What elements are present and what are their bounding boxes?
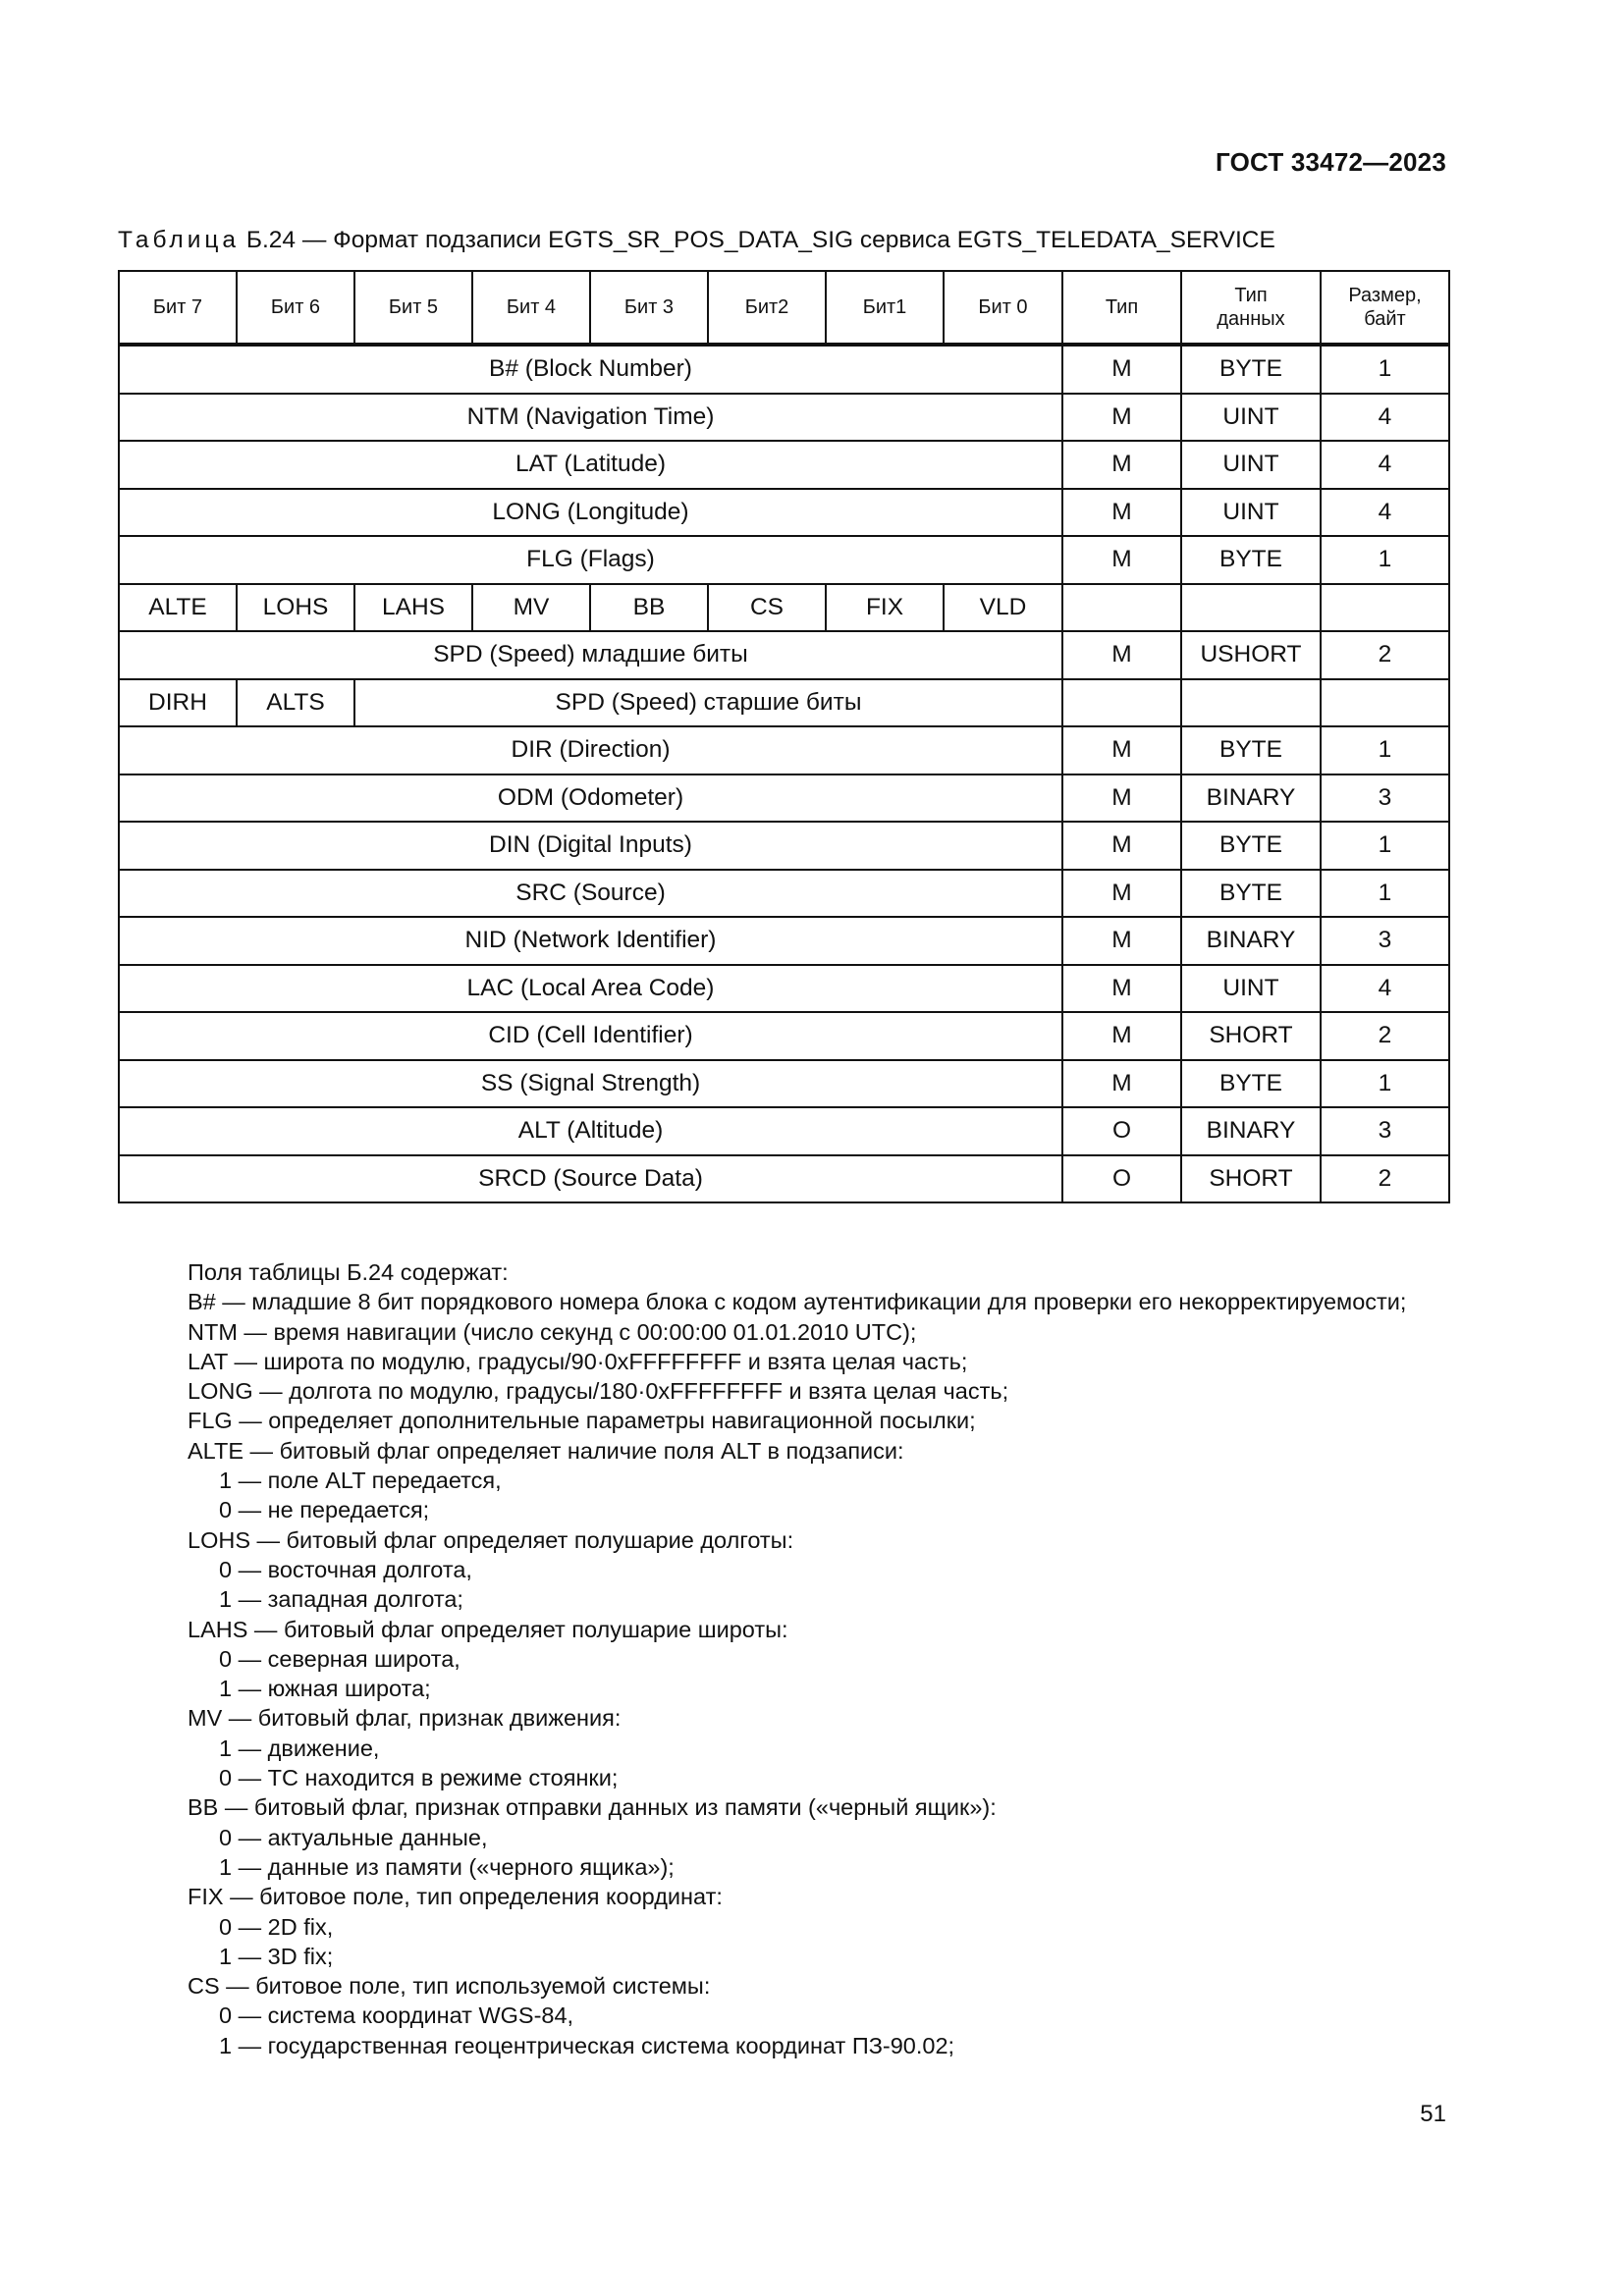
note-line: 0 — северная широта, <box>219 1645 460 1672</box>
table-row <box>119 965 1449 1013</box>
type-cell <box>1062 584 1181 632</box>
field-cell: ODM (Odometer) <box>119 774 1062 823</box>
standard-code: ГОСТ 33472—2023 <box>1216 147 1446 177</box>
note-line: B# — младшие 8 бит порядкового номера блока с кодом аутентификации для проверки его некорректируемости; <box>188 1289 1407 1315</box>
note-line: 0 — не передается; <box>219 1497 430 1523</box>
data-type-cell: UINT <box>1181 965 1321 1013</box>
field-cell: SRC (Source) <box>119 870 1062 918</box>
type-cell <box>1062 679 1181 727</box>
header-cell: Бит 7 <box>119 271 237 345</box>
size-cell: 1 <box>1321 870 1449 918</box>
data-type-cell: SHORT <box>1181 1012 1321 1060</box>
type-cell: M <box>1062 774 1181 823</box>
note-line: 1 — данные из памяти («черного ящика»); <box>219 1853 675 1880</box>
bit-flag-cell: DIRH <box>119 679 237 727</box>
table-row <box>119 726 1449 774</box>
note-line: 1 — поле ALT передается, <box>219 1468 502 1494</box>
note-line: 1 — государственная геоцентрическая система координат ПЗ-90.02; <box>219 2032 955 2058</box>
bit-flag-cell: CS <box>708 584 826 632</box>
type-cell: M <box>1062 965 1181 1013</box>
table-row <box>119 679 1449 727</box>
data-type-cell: SHORT <box>1181 1155 1321 1203</box>
note-line: MV — битовый флаг, признак движения: <box>188 1705 622 1732</box>
type-cell: M <box>1062 631 1181 679</box>
field-cell: NID (Network Identifier) <box>119 917 1062 965</box>
type-cell: M <box>1062 441 1181 489</box>
header-cell: Бит2 <box>708 271 826 345</box>
header-cell: Тип данных <box>1181 271 1321 345</box>
note-line: Поля таблицы Б.24 содержат: <box>188 1259 509 1285</box>
type-cell: M <box>1062 345 1181 394</box>
field-cell: DIR (Direction) <box>119 726 1062 774</box>
table-caption <box>118 227 1275 254</box>
size-cell: 4 <box>1321 441 1449 489</box>
table-row <box>119 1060 1449 1108</box>
note-line: 0 — восточная долгота, <box>219 1556 472 1582</box>
size-cell: 1 <box>1321 822 1449 870</box>
size-cell <box>1321 679 1449 727</box>
table-row <box>119 631 1449 679</box>
note-line: FIX — битовое поле, тип определения координат: <box>188 1884 723 1910</box>
table-row <box>119 489 1449 537</box>
bit-flag-cell: ALTS <box>237 679 354 727</box>
size-cell: 3 <box>1321 917 1449 965</box>
note-line: 0 — система координат WGS-84, <box>219 2002 574 2029</box>
type-cell: M <box>1062 822 1181 870</box>
table-row <box>119 1155 1449 1203</box>
header-cell: Размер, байт <box>1321 271 1449 345</box>
table-header-row <box>119 271 1449 345</box>
header-cell: Бит 4 <box>472 271 590 345</box>
type-cell: M <box>1062 1060 1181 1108</box>
field-cell: SRCD (Source Data) <box>119 1155 1062 1203</box>
bit-flag-cell: VLD <box>944 584 1062 632</box>
note-line: BB — битовый флаг, признак отправки данных из памяти («черный ящик»): <box>188 1794 997 1821</box>
caption-label: Таблица <box>118 227 241 253</box>
size-cell: 1 <box>1321 726 1449 774</box>
note-line: 0 — 2D fix, <box>219 1913 334 1940</box>
size-cell: 4 <box>1321 965 1449 1013</box>
type-cell: M <box>1062 870 1181 918</box>
type-cell: M <box>1062 1012 1181 1060</box>
data-type-cell: BYTE <box>1181 536 1321 584</box>
size-cell: 1 <box>1321 536 1449 584</box>
table-row <box>119 441 1449 489</box>
field-cell: DIN (Digital Inputs) <box>119 822 1062 870</box>
field-cell: SPD (Speed) старшие биты <box>354 679 1062 727</box>
data-type-cell: BYTE <box>1181 726 1321 774</box>
field-cell: ALT (Altitude) <box>119 1107 1062 1155</box>
note-line: LAHS — битовый флаг определяет полушарие широты: <box>188 1616 788 1642</box>
header-cell: Бит 3 <box>590 271 708 345</box>
note-line: LONG — долгота по модулю, градусы/180·0xFFFFFFFF и взята целая часть; <box>188 1378 1009 1405</box>
note-line: LOHS — битовый флаг определяет полушарие долготы: <box>188 1526 794 1553</box>
field-cell: FLG (Flags) <box>119 536 1062 584</box>
size-cell: 3 <box>1321 1107 1449 1155</box>
note-line: 1 — западная долгота; <box>219 1586 463 1613</box>
table-row <box>119 536 1449 584</box>
field-cell: LAC (Local Area Code) <box>119 965 1062 1013</box>
data-type-cell <box>1181 679 1321 727</box>
field-cell: SS (Signal Strength) <box>119 1060 1062 1108</box>
data-type-cell: BYTE <box>1181 345 1321 394</box>
note-line: 1 — 3D fix; <box>219 1943 334 1969</box>
note-line: CS — битовое поле, тип используемой системы: <box>188 1973 711 2000</box>
size-cell <box>1321 584 1449 632</box>
data-type-cell: BYTE <box>1181 822 1321 870</box>
note-line: LAT — широта по модулю, градусы/90·0xFFFFFFFF и взята целая часть; <box>188 1348 968 1374</box>
note-line: 1 — движение, <box>219 1735 380 1761</box>
size-cell: 4 <box>1321 489 1449 537</box>
table-row <box>119 774 1449 823</box>
data-type-cell: UINT <box>1181 489 1321 537</box>
table-row <box>119 584 1449 632</box>
note-line: ALTE — битовый флаг определяет наличие поля ALT в подзаписи: <box>188 1437 904 1464</box>
table-row <box>119 917 1449 965</box>
note-line: 0 — ТС находится в режиме стоянки; <box>219 1765 619 1791</box>
table-row <box>119 394 1449 442</box>
table-row <box>119 1107 1449 1155</box>
field-cell: SPD (Speed) младшие биты <box>119 631 1062 679</box>
field-cell: LAT (Latitude) <box>119 441 1062 489</box>
record-format-table <box>118 270 1450 1203</box>
field-cell: LONG (Longitude) <box>119 489 1062 537</box>
data-type-cell: BINARY <box>1181 1107 1321 1155</box>
data-type-cell: UINT <box>1181 441 1321 489</box>
caption-text: Б.24 — Формат подзаписи EGTS_SR_POS_DATA_SIG сервиса EGTS_TELEDATA_SERVICE <box>240 227 1275 253</box>
header-cell: Бит1 <box>826 271 944 345</box>
table-row <box>119 870 1449 918</box>
size-cell: 4 <box>1321 394 1449 442</box>
header-cell: Бит 5 <box>354 271 472 345</box>
size-cell: 1 <box>1321 1060 1449 1108</box>
type-cell: M <box>1062 489 1181 537</box>
data-type-cell: BINARY <box>1181 917 1321 965</box>
bit-flag-cell: FIX <box>826 584 944 632</box>
size-cell: 2 <box>1321 1012 1449 1060</box>
type-cell: M <box>1062 917 1181 965</box>
field-cell: B# (Block Number) <box>119 345 1062 394</box>
bit-flag-cell: LAHS <box>354 584 472 632</box>
field-descriptions <box>188 1257 1406 2060</box>
header-cell: Бит 6 <box>237 271 354 345</box>
bit-flag-cell: ALTE <box>119 584 237 632</box>
note-line: FLG — определяет дополнительные параметры навигационной посылки; <box>188 1408 976 1434</box>
data-type-cell: BYTE <box>1181 1060 1321 1108</box>
data-type-cell: BINARY <box>1181 774 1321 823</box>
bit-flag-cell: BB <box>590 584 708 632</box>
bit-flag-cell: LOHS <box>237 584 354 632</box>
size-cell: 3 <box>1321 774 1449 823</box>
table-row <box>119 345 1449 394</box>
header-cell: Бит 0 <box>944 271 1062 345</box>
table-row <box>119 1012 1449 1060</box>
note-line: 0 — актуальные данные, <box>219 1824 488 1850</box>
size-cell: 1 <box>1321 345 1449 394</box>
page-number: 51 <box>1420 2101 1446 2127</box>
type-cell: M <box>1062 536 1181 584</box>
type-cell: O <box>1062 1107 1181 1155</box>
field-cell: NTM (Navigation Time) <box>119 394 1062 442</box>
size-cell: 2 <box>1321 1155 1449 1203</box>
field-cell: CID (Cell Identifier) <box>119 1012 1062 1060</box>
table-row <box>119 822 1449 870</box>
header-cell: Тип <box>1062 271 1181 345</box>
bit-flag-cell: MV <box>472 584 590 632</box>
data-type-cell: BYTE <box>1181 870 1321 918</box>
data-type-cell: UINT <box>1181 394 1321 442</box>
data-type-cell <box>1181 584 1321 632</box>
type-cell: M <box>1062 726 1181 774</box>
type-cell: O <box>1062 1155 1181 1203</box>
size-cell: 2 <box>1321 631 1449 679</box>
data-type-cell: USHORT <box>1181 631 1321 679</box>
type-cell: M <box>1062 394 1181 442</box>
note-line: 1 — южная широта; <box>219 1676 431 1702</box>
note-line: NTM — время навигации (число секунд с 00:00:00 01.01.2010 UTC); <box>188 1318 917 1345</box>
